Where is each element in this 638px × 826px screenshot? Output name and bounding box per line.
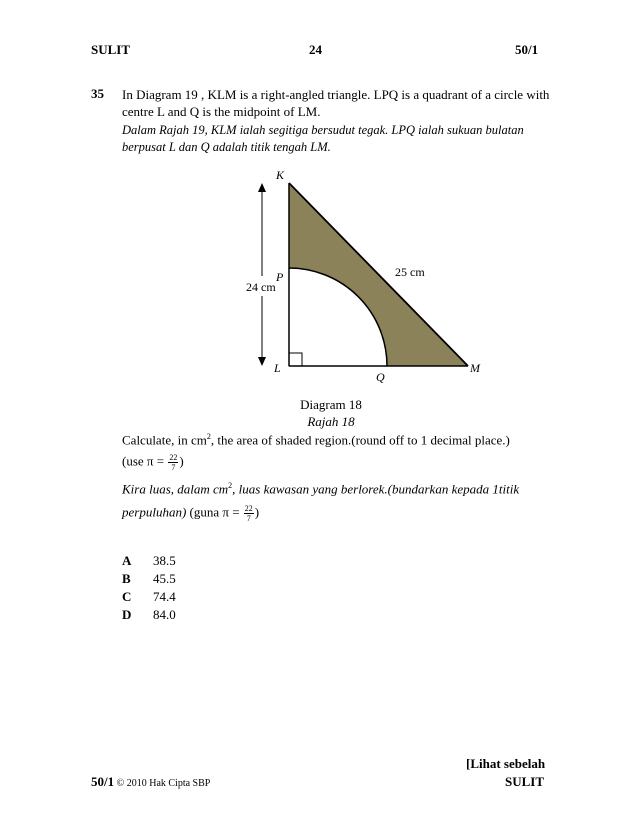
instruction-en-text-1: Calculate, in cm (122, 432, 207, 448)
instruction-malay-line-2 (122, 504, 259, 523)
arrow-up-icon (258, 183, 266, 192)
use-pi-text: (use π = (122, 453, 168, 469)
header-right: 50/1 (515, 42, 539, 57)
guna-pi-text: (guna π = (186, 504, 243, 520)
side-KM (289, 183, 468, 366)
label-K: K (276, 168, 285, 182)
dimension-height-label: 24 cm (246, 280, 276, 294)
question-my-line-1: Dalam Rajah 19, KLM ialah segitiga bersudut tegak. LPQ ialah sukuan bulatan (122, 123, 524, 137)
pi-denominator-my: 7 (246, 514, 251, 523)
superscript-2-my: 2 (228, 481, 233, 490)
page-number: 24 (309, 42, 322, 57)
label-P: P (276, 270, 284, 284)
instruction-en-text-2: , the area of shaded region.(round off to 1 decimal place.) (210, 432, 510, 448)
option-c-value[interactable]: 74.4 (153, 589, 176, 604)
option-b-letter[interactable]: B (122, 571, 131, 586)
question-my-line-2: berpusat L dan Q adalah titik tengah LM. (122, 140, 331, 154)
question-en-line-1: In Diagram 19 , KLM is a right-angled triangle. LPQ is a quadrant of a circle with (122, 87, 550, 102)
option-a-letter[interactable]: A (122, 553, 132, 568)
use-pi-close: ) (179, 453, 184, 469)
pi-fraction (168, 453, 178, 472)
right-angle-marker (289, 353, 302, 366)
instruction-my-text-1: Kira luas, dalam cm (122, 481, 229, 497)
diagram-caption-english: Diagram 18 (300, 397, 362, 412)
instruction-my-text-3: perpuluhan) (122, 504, 187, 520)
arrow-down-icon (258, 357, 266, 366)
footer-code: 50/1 (91, 774, 115, 789)
superscript-2: 2 (206, 432, 211, 441)
use-pi-line (122, 453, 184, 472)
label-M: M (470, 361, 480, 375)
option-b-value[interactable]: 45.5 (153, 571, 176, 586)
question-number: 35 (91, 86, 104, 101)
option-c-letter[interactable]: C (122, 589, 132, 604)
footer-sulit: SULIT (505, 774, 545, 789)
footer-copyright-text: © 2010 Hak Cipta SBP (114, 778, 211, 789)
pi-fraction-my (244, 504, 254, 523)
option-a-value[interactable]: 38.5 (153, 553, 176, 568)
footer-turn-over: [Lihat sebelah (466, 756, 546, 771)
option-d-value[interactable]: 84.0 (153, 607, 176, 622)
header-left: SULIT (91, 42, 131, 57)
label-Q: Q (376, 370, 385, 384)
label-L: L (274, 361, 281, 375)
instruction-my-text-2: , luas kawasan yang berlorek.(bundarkan kepada 1titik (232, 481, 520, 497)
instruction-english (122, 432, 510, 448)
diagram-caption-malay: Rajah 18 (307, 414, 355, 429)
guna-pi-close: ) (254, 504, 260, 520)
footer-copyright (91, 774, 210, 790)
pi-numerator: 22 (169, 453, 178, 462)
question-en-line-2: centre L and Q is the midpoint of LM. (122, 104, 321, 119)
dimension-hypotenuse-label: 25 cm (395, 265, 425, 279)
instruction-malay (122, 481, 552, 497)
pi-denominator: 7 (171, 463, 176, 472)
option-d-letter[interactable]: D (122, 607, 132, 622)
pi-numerator-my: 22 (244, 504, 253, 513)
